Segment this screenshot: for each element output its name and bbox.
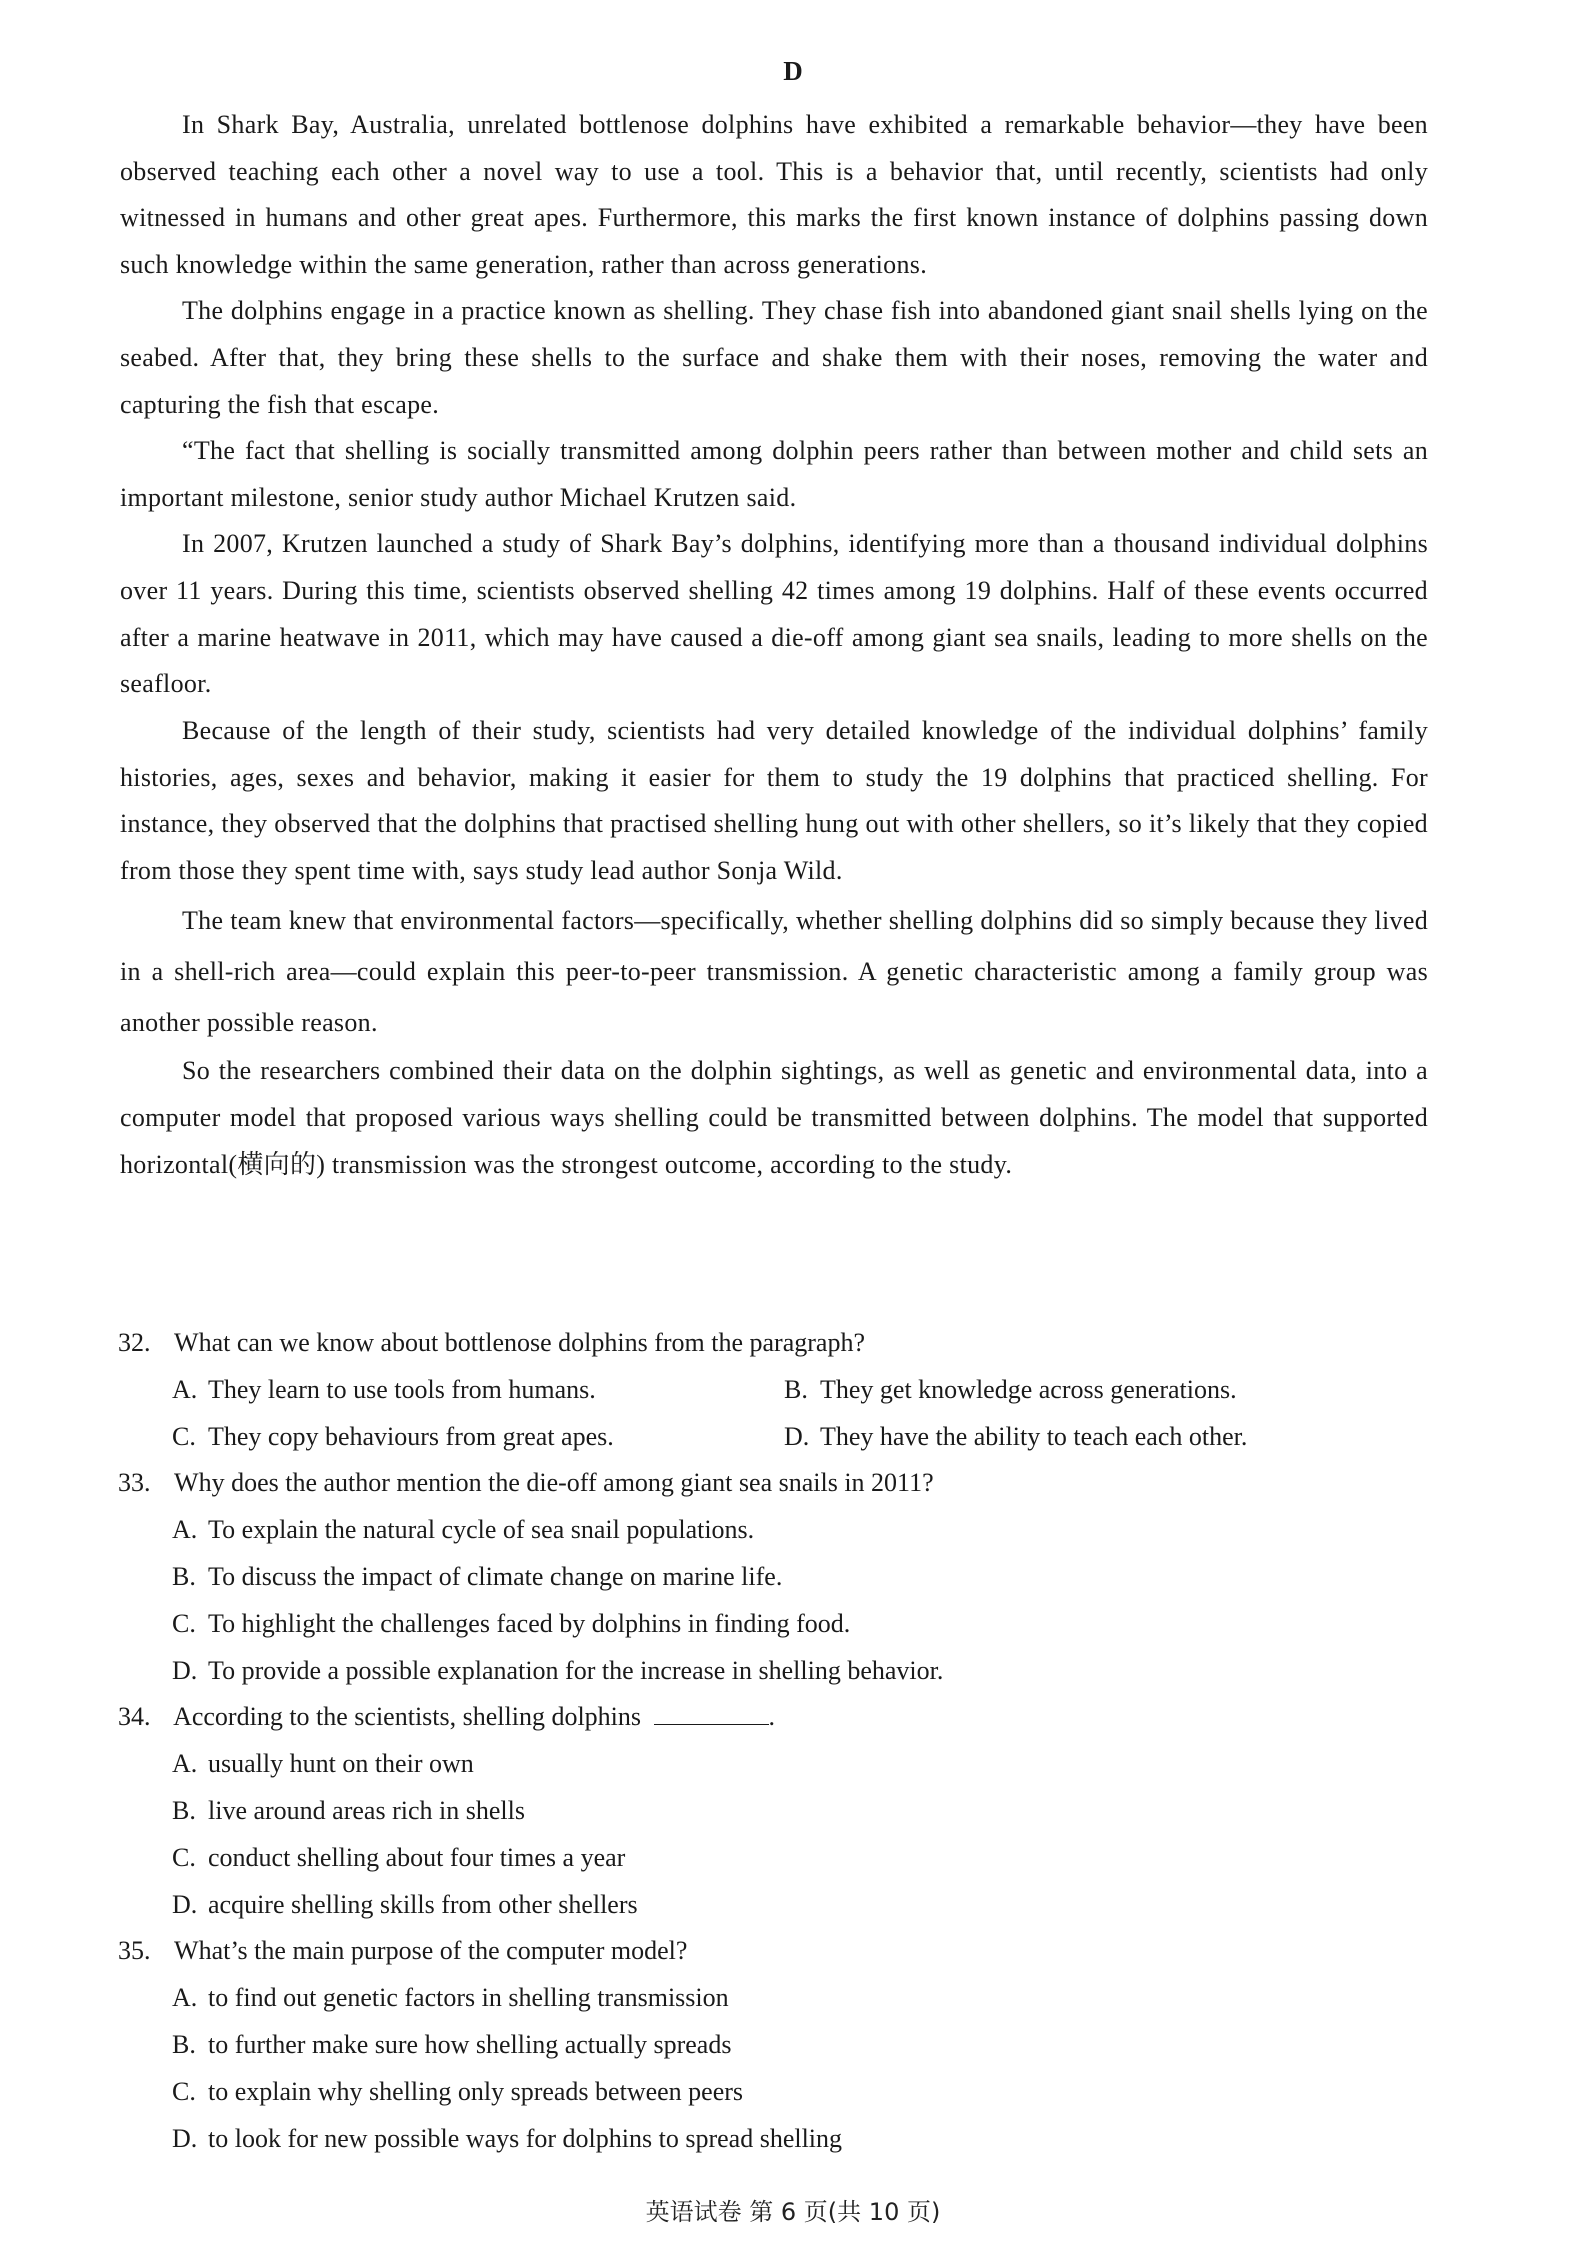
option-letter: A.	[172, 1515, 198, 1545]
question-stem-end: .	[768, 1702, 776, 1732]
option-b[interactable]	[784, 1367, 1424, 1414]
option-c[interactable]	[172, 1601, 1428, 1648]
option-letter: B.	[172, 1795, 196, 1825]
option-a[interactable]	[172, 1507, 1428, 1554]
question-text: According to the scientists, shelling dolphins	[173, 1702, 642, 1732]
question-33	[118, 1460, 1428, 1694]
option-letter: A.	[172, 1983, 198, 2013]
option-letter: C.	[172, 1608, 196, 1638]
question-35	[118, 1928, 1428, 2162]
option-letter: C.	[172, 2076, 196, 2106]
question-text: What can we know about bottlenose dolphins from the paragraph?	[174, 1328, 865, 1357]
passage-paragraph-5: Because of the length of their study, scientists had very detailed knowledge of the individual dolphins’ family histories, ages, sexes and behavior, making it easier for them to study the 19 dolphins that practiced shelling. For instance, they observed that the dolphins that practised shelling hung out with other shellers, so it’s likely that they copied from those they spent time with, says study lead author Sonja Wild.	[120, 715, 1428, 886]
question-32	[118, 1320, 1428, 1460]
option-text: live around areas rich in shells	[208, 1795, 525, 1825]
option-b[interactable]	[172, 1554, 1428, 1601]
question-text: What’s the main purpose of the computer model?	[174, 1936, 688, 1966]
question-number: 33.	[118, 1468, 151, 1498]
question-number: 32.	[118, 1328, 151, 1357]
option-text: They get knowledge across generations.	[820, 1374, 1237, 1404]
passage-paragraph-6: The team knew that environmental factors—specifically, whether shelling dolphins did so simply because they lived in a shell-rich area—could explain this peer-to-peer transmission. A genetic characteristic among a family group was another possible reason.	[120, 905, 1428, 1037]
option-text: usually hunt on their own	[208, 1749, 474, 1779]
section-letter: D	[783, 56, 803, 86]
reading-passage	[120, 102, 1428, 1188]
option-letter: A.	[172, 1749, 198, 1779]
answer-blank[interactable]	[654, 1702, 769, 1725]
option-b[interactable]	[172, 2022, 1428, 2069]
option-c[interactable]	[172, 2069, 1428, 2116]
option-text: They have the ability to teach each other.	[820, 1421, 1248, 1451]
passage-paragraph-2: The dolphins engage in a practice known as shelling. They chase fish into abandoned giant snail shells lying on the seabed. After that, they bring these shells to the surface and shake them with their noses, removing the water and capturing the fish that escape.	[120, 296, 1428, 419]
question-number: 34.	[118, 1702, 151, 1732]
passage-paragraph-1: In Shark Bay, Australia, unrelated bottlenose dolphins have exhibited a remarkable behavior—they have been observed teaching each other a novel way to use a tool. This is a behavior that, until recently, scientists had only witnessed in humans and other great apes. Furthermore, this marks the first known instance of dolphins passing down such knowledge within the same generation, rather than across generations.	[120, 110, 1428, 279]
option-letter: B.	[172, 1561, 196, 1591]
question-stem	[118, 1320, 1428, 1367]
option-list	[118, 1367, 1428, 1461]
option-text: To provide a possible explanation for the increase in shelling behavior.	[208, 1655, 944, 1685]
option-b[interactable]	[172, 1788, 1428, 1835]
passage-paragraph-7: So the researchers combined their data on the dolphin sightings, as well as genetic and environmental data, into a computer model that proposed various ways shelling could be transmitted between dolphins. The model that supported horizontal(横向的) transmission was the strongest outcome, according to the study.	[120, 1055, 1428, 1179]
option-list	[118, 1975, 1428, 2162]
option-list	[118, 1507, 1428, 1694]
question-text: Why does the author mention the die-off among giant sea snails in 2011?	[174, 1468, 934, 1498]
option-text: to explain why shelling only spreads between peers	[208, 2076, 744, 2106]
option-text: To discuss the impact of climate change on marine life.	[208, 1561, 783, 1591]
passage-paragraph-4: In 2007, Krutzen launched a study of Shark Bay’s dolphins, identifying more than a thousand individual dolphins over 11 years. During this time, scientists observed shelling 42 times among 19 dolphins. Half of these events occurred after a marine heatwave in 2011, which may have caused a die-off among giant sea snails, leading to more shells on the seafloor.	[120, 529, 1428, 699]
question-stem	[118, 1460, 1428, 1507]
option-text: to further make sure how shelling actually spreads	[208, 2029, 732, 2059]
option-letter: B.	[172, 2029, 196, 2059]
option-a[interactable]	[172, 1367, 784, 1414]
question-list	[118, 1320, 1428, 2162]
option-a[interactable]	[172, 1741, 1428, 1788]
option-d[interactable]	[172, 1882, 1428, 1929]
option-d[interactable]	[172, 2116, 1428, 2163]
option-text: acquire shelling skills from other shellers	[208, 1889, 638, 1919]
option-letter: C.	[172, 1842, 196, 1872]
option-text: To highlight the challenges faced by dolphins in finding food.	[208, 1608, 851, 1638]
option-letter: B.	[784, 1374, 808, 1404]
option-letter: C.	[172, 1421, 196, 1451]
passage-paragraph-3: “The fact that shelling is socially transmitted among dolphin peers rather than between mother and child sets an important milestone, senior study author Michael Krutzen said.	[120, 436, 1428, 512]
option-a[interactable]	[172, 1975, 1428, 2022]
option-letter: D.	[784, 1421, 810, 1451]
question-stem	[118, 1694, 1428, 1741]
option-text: They copy behaviours from great apes.	[208, 1421, 614, 1451]
question-34	[118, 1694, 1428, 1928]
page-footer: 英语试卷 第 6 页(共 10 页)	[645, 2198, 941, 2226]
option-d[interactable]	[172, 1648, 1428, 1695]
option-c[interactable]	[172, 1835, 1428, 1882]
option-text: To explain the natural cycle of sea snail populations.	[208, 1515, 755, 1545]
option-letter: D.	[172, 2123, 198, 2153]
option-list	[118, 1741, 1428, 1928]
option-d[interactable]	[784, 1414, 1424, 1461]
option-text: to find out genetic factors in shelling transmission	[208, 1983, 729, 2013]
question-number: 35.	[118, 1936, 151, 1966]
option-letter: D.	[172, 1889, 198, 1919]
option-letter: A.	[172, 1374, 198, 1404]
option-text: conduct shelling about four times a year	[208, 1842, 626, 1872]
option-text: to look for new possible ways for dolphins to spread shelling	[208, 2123, 843, 2153]
question-stem	[118, 1928, 1428, 1975]
option-letter: D.	[172, 1655, 198, 1685]
option-c[interactable]	[172, 1414, 784, 1461]
option-text: They learn to use tools from humans.	[208, 1374, 596, 1404]
